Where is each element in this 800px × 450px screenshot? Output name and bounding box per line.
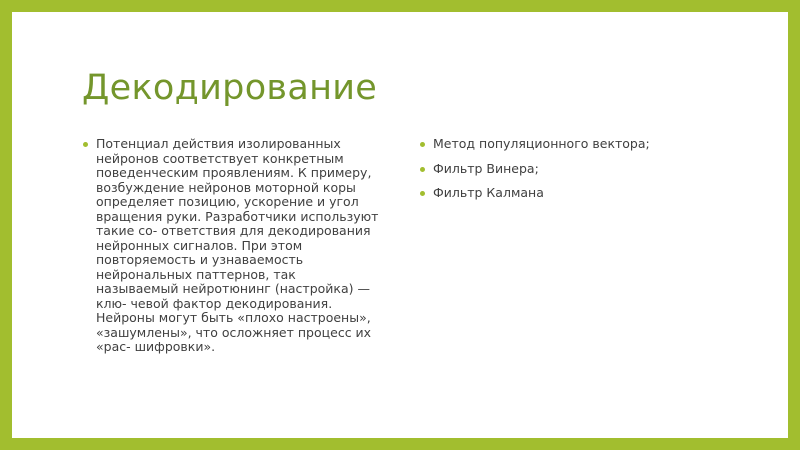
bullet-item	[419, 186, 749, 201]
slide-title: Декодирование	[82, 68, 378, 108]
bullet-dot-icon	[83, 142, 88, 147]
bullet-item	[419, 137, 749, 152]
bullet-text: Фильтр Винера;	[433, 160, 539, 176]
bullet-dot-icon	[420, 142, 425, 147]
bullet-text: Метод популяционного вектора;	[433, 136, 650, 151]
right-bullet-list	[419, 137, 749, 211]
slide-canvas	[12, 12, 788, 438]
bullet-dot-icon	[420, 191, 425, 196]
bullet-item	[82, 137, 382, 355]
bullet-dot-icon	[420, 167, 425, 172]
left-bullet-list	[82, 137, 382, 355]
bullet-text: Потенциал действия изолированных нейронов соответствует конкретным поведенческим проявлениям. К примеру, возбуждение нейронов моторной коры определяет позицию, ускорение и угол вращения руки. Разработчики используют такие со- ответствия для декодирования нейронных сигналов. При этом повторяемость и узнаваемость нейрональных паттернов, так называемый нейротюнинг (настройка) — клю- чевой фактор декодирования. Нейроны могут быть «плохо настроены», «зашумлены», что осложняет процесс их «рас- шифровки».	[96, 136, 379, 354]
bullet-text: Фильтр Калмана	[433, 185, 544, 200]
bullet-item	[419, 162, 749, 177]
